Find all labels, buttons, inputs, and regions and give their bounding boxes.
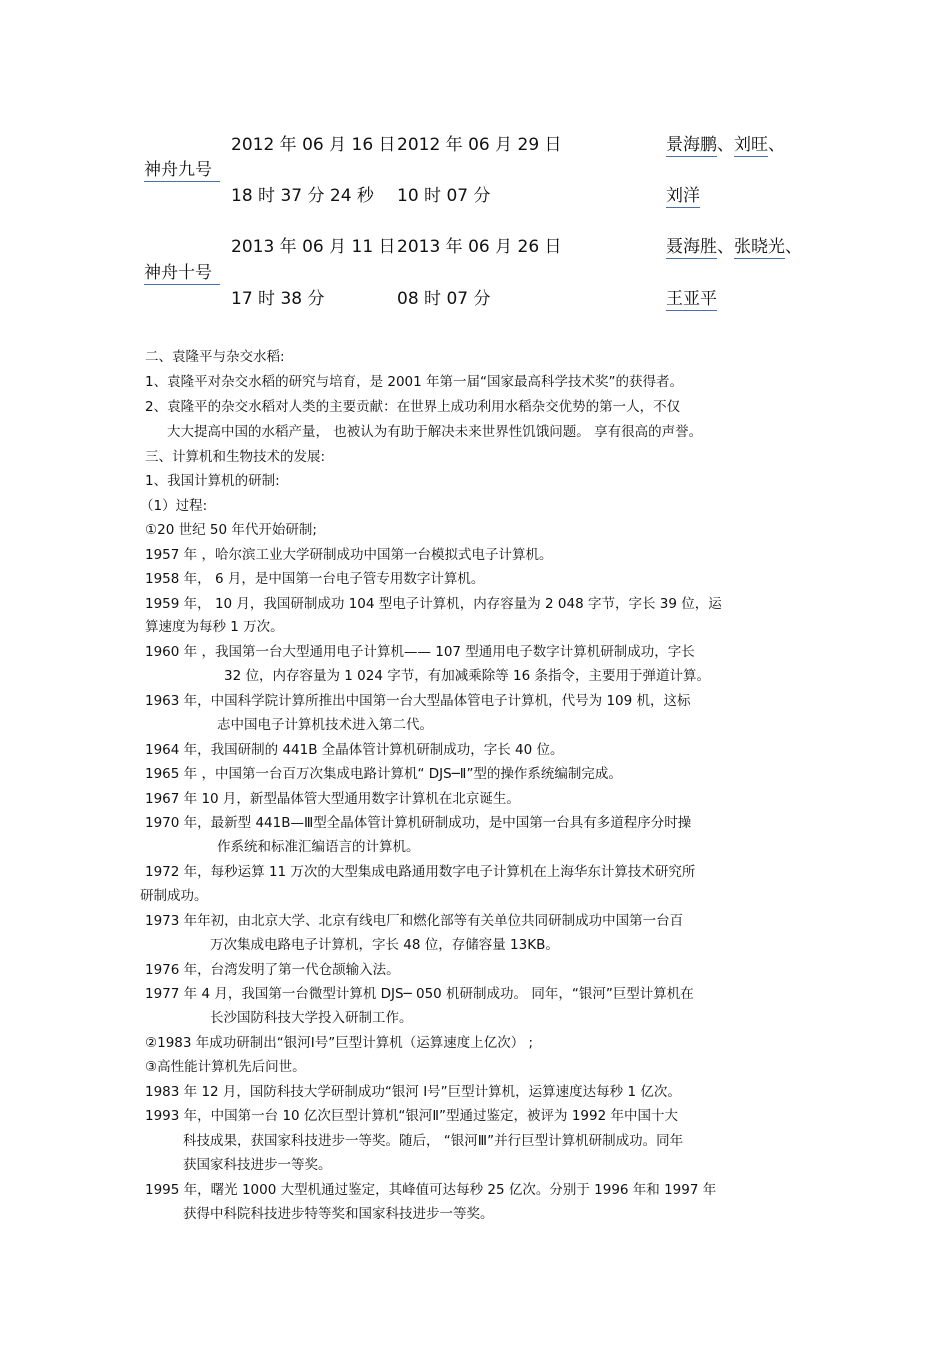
text-line: 1957 年 ，哈尔滨工业大学研制成功中国第一台模拟式电子计算机。 [145, 547, 553, 563]
mission-10-crew-line1 [666, 232, 802, 257]
text-line: 1983 年 12 月，国防科技大学研制成功“银河 Ⅰ号”巨型计算机，运算速度达每秒 1 亿次。 [145, 1084, 681, 1100]
mission-9-name: 神舟九号 [144, 155, 220, 182]
text-line: ②1983 年成功研制出“银河Ⅰ号”巨型计算机（运算速度上亿次） ; [145, 1035, 534, 1051]
mission-9-launch-date: 2012 年 06 月 16 日 [231, 135, 396, 155]
crew-member: 聂海胜 [666, 237, 717, 257]
separator: 、 [717, 135, 734, 155]
text-line: 1995 年，曙光 1000 大型机通过鉴定，其峰值可达每秒 25 亿次。分别于 1996 年和 1997 年 [145, 1182, 717, 1198]
text-line: 1977 年 4 月，我国第一台微型计算机 DJS─ 050 机研制成功。 同年，“银河”巨型计算机在 [145, 986, 694, 1002]
subsection-heading: 1、我国计算机的研制: [145, 473, 280, 489]
text-line: 万次集成电路电子计算机，字长 48 位，存储容量 13KB。 [210, 937, 559, 953]
text-line: 算速度为每秒 1 万次。 [145, 619, 284, 635]
crew-member: 景海鹏 [666, 135, 717, 155]
text-line: 1973 年年初，由北京大学、北京有线电厂和燃化部等有关单位共同研制成功中国第一台百 [145, 913, 684, 929]
mission-10-landing-time: 08 时 07 分 [397, 289, 491, 309]
mission-10-launch-date: 2013 年 06 月 11 日 [231, 237, 396, 257]
text-line: 大大提高中国的水稻产量， 也被认为有助于解决未来世界性饥饿问题。 享有很高的声誉。 [167, 424, 703, 440]
separator: 、 [717, 237, 734, 257]
subsection-heading: （1）过程: [140, 498, 208, 514]
mission-10-launch-time: 17 时 38 分 [231, 289, 325, 309]
text-line: ①20 世纪 50 年代开始研制; [145, 522, 317, 538]
crew-member: 张晓光 [734, 237, 785, 257]
text-line: 1967 年 10 月，新型晶体管大型通用数字计算机在北京诞生。 [145, 791, 520, 807]
text-line: 1、袁隆平对杂交水稻的研究与培育，是 2001 年第一届“国家最高科学技术奖”的获得者。 [145, 374, 684, 390]
text-line: 1963 年，中国科学院计算所推出中国第一台大型晶体管电子计算机，代号为 109 机，这标 [145, 693, 691, 709]
text-line: 长沙国防科技大学投入研制工作。 [210, 1010, 413, 1026]
text-line: 研制成功。 [140, 888, 208, 904]
text-line: 32 位，内存容量为 1 024 字节，有加减乘除等 16 条指令，主要用于弹道计算。 [224, 668, 710, 684]
mission-9-crew-line2 [666, 181, 700, 206]
mission-10-landing-date: 2013 年 06 月 26 日 [397, 237, 562, 257]
section-heading: 二、袁隆平与杂交水稻: [145, 349, 285, 365]
text-line: 获国家科技进步一等奖。 [183, 1157, 332, 1173]
section-heading: 三、计算机和生物技术的发展: [145, 449, 326, 465]
text-line: 科技成果，获国家科技进步一等奖。随后， “银河Ⅲ”并行巨型计算机研制成功。同年 [183, 1133, 684, 1149]
mission-9-crew-line1 [666, 130, 785, 155]
crew-member: 刘旺 [734, 135, 768, 155]
text-line: 1970 年，最新型 441B—Ⅲ型全晶体管计算机研制成功，是中国第一台具有多道程序分时操 [145, 815, 692, 831]
mission-10-name: 神舟十号 [144, 258, 220, 285]
separator: 、 [768, 135, 785, 155]
crew-member: 刘洋 [666, 186, 700, 206]
text-line: 志中国电子计算机技术进入第二代。 [217, 717, 433, 733]
text-line: 1958 年， 6 月，是中国第一台电子管专用数字计算机。 [145, 571, 485, 587]
mission-9-landing-date: 2012 年 06 月 29 日 [397, 135, 562, 155]
text-line: 2、袁隆平的杂交水稻对人类的主要贡献：在世界上成功利用水稻杂交优势的第一人，不仅 [145, 399, 681, 415]
text-line: 1959 年， 10 月，我国研制成功 104 型电子计算机，内存容量为 2 048 字节，字长 39 位，运 [145, 596, 722, 612]
text-line: 作系统和标准汇编语言的计算机。 [217, 839, 420, 855]
crew-member: 王亚平 [666, 289, 717, 309]
text-line: 1965 年 ，中国第一台百万次集成电路计算机“ DJS─Ⅱ”型的操作系统编制完成。 [145, 766, 622, 782]
text-line: ③高性能计算机先后问世。 [145, 1059, 306, 1075]
separator: 、 [785, 237, 802, 257]
text-line: 1960 年 ，我国第一台大型通用电子计算机—— 107 型通用电子数字计算机研制成功，字长 [145, 644, 695, 660]
text-line: 1972 年，每秒运算 11 万次的大型集成电路通用数字电子计算机在上海华东计算技术研究所 [145, 864, 696, 880]
mission-10-crew-line2 [666, 284, 717, 309]
text-line: 1964 年，我国研制的 441B 全晶体管计算机研制成功，字长 40 位。 [145, 742, 564, 758]
mission-9-landing-time: 10 时 07 分 [397, 186, 491, 206]
text-line: 1976 年，台湾发明了第一代仓颉输入法。 [145, 962, 400, 978]
mission-9-launch-time: 18 时 37 分 24 秒 [231, 186, 374, 206]
text-line: 获得中科院科技进步特等奖和国家科技进步一等奖。 [183, 1206, 494, 1222]
text-line: 1993 年，中国第一台 10 亿次巨型计算机“银河Ⅱ”型通过鉴定，被评为 1992 年中国十大 [145, 1108, 678, 1124]
